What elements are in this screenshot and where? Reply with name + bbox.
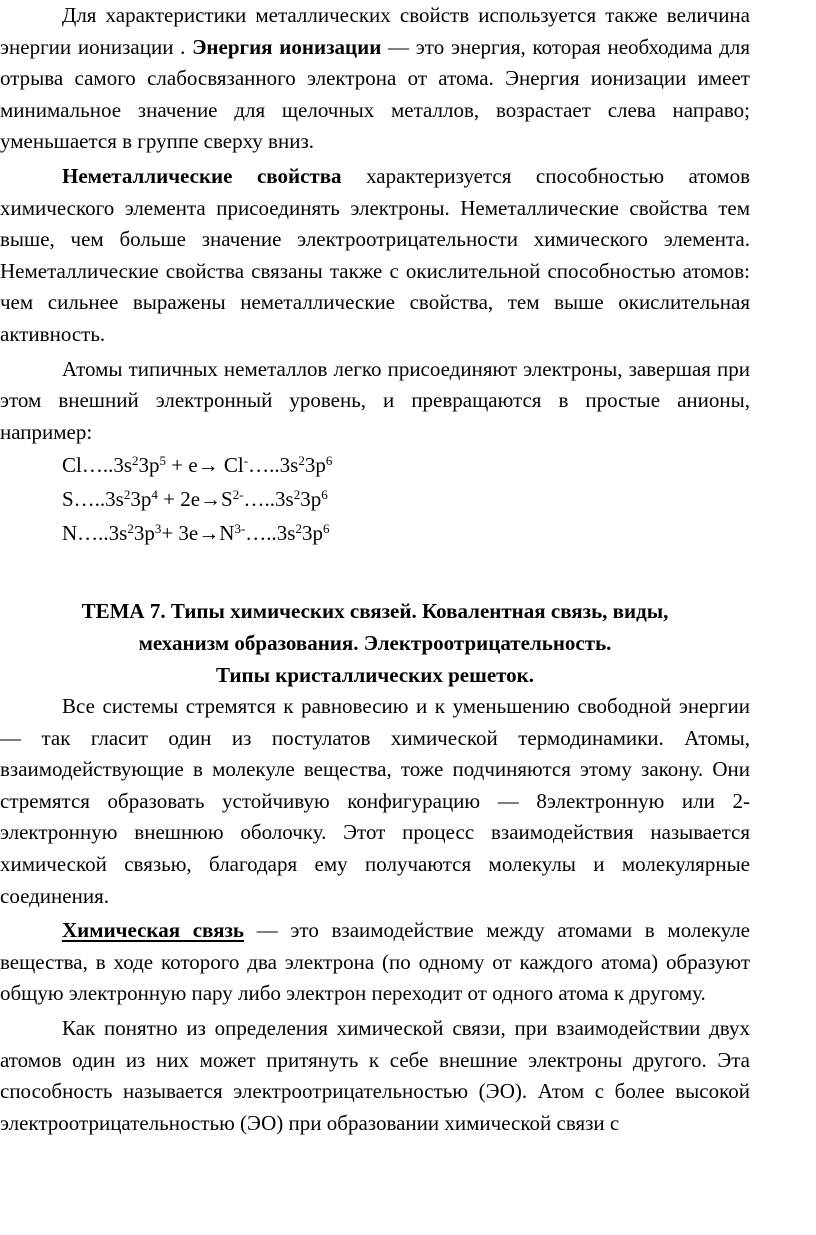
- formula-superscript: 3-: [234, 521, 246, 537]
- formula-part: …..3s: [248, 453, 299, 478]
- formula-superscript: 5: [159, 453, 167, 469]
- formula-part: 3p: [133, 521, 155, 546]
- topic-heading-line-3: Типы кристаллических решеток.: [215, 662, 535, 687]
- formula-part: …..3s: [243, 487, 294, 512]
- paragraph-text: Как понятно из определения химической связи, при взаимодействии двух атомов один из них может притянуть к себе внешние электроны другого. Эта способность называется электроотрицательностью (ЭО). Атом с более высокой электроотрицательностью (ЭО) при образовании химической связи с: [0, 1016, 750, 1135]
- paragraph-electronegativity: [0, 1013, 750, 1139]
- formula-superscript: 2-: [232, 487, 244, 503]
- paragraph-chemical-bond: [0, 915, 750, 1010]
- formula-superscript: 2: [295, 521, 302, 537]
- paragraph-ionization-energy: [0, 0, 750, 158]
- paragraph-equilibrium: [0, 691, 750, 912]
- formula-part: 3p: [300, 487, 322, 512]
- paragraph-text: характеризуется способностью атомов химического элемента присоединять электроны. Неметаллические свойства тем выше, чем больше значение электроотрицательности химического элемента. Неметаллические свойства связаны также с окислительной способностью атомов: чем сильнее выражены неметаллические свойства, тем выше окислительная активность.: [0, 163, 750, 346]
- formula-superscript: -: [243, 453, 249, 469]
- formula-superscript: 2: [293, 487, 301, 503]
- formula-part: 3p: [304, 453, 326, 478]
- formula-part: 3p: [130, 487, 152, 512]
- formula-superscript: 3: [154, 521, 162, 537]
- formula-superscript: 6: [321, 487, 328, 503]
- formula-part: S…..3s: [62, 487, 124, 512]
- formula-part: 3p: [138, 453, 160, 478]
- formula-sulfur: [0, 482, 750, 516]
- formula-superscript: 2: [123, 487, 131, 503]
- formula-part: + e→ Cl: [166, 453, 244, 478]
- formula-chlorine: [0, 448, 750, 482]
- topic-heading-line-2: механизм образования. Электроотрицательность.: [138, 630, 612, 655]
- formula-part: N…..3s: [62, 521, 128, 546]
- paragraph-text: Все системы стремятся к равновесию и к уменьшению свободной энергии — так гласит один из постулатов химической термодинамики. Атомы, взаимодействующие в молекуле вещества, тоже подчиняются этому закону. Они стремятся образовать устойчивую конфигурацию — 8электронную или 2-электронную внешнюю оболочку. Этот процесс взаимодействия называется химической связью, благодаря ему получаются молекулы и молекулярные соединения.: [0, 694, 750, 908]
- term-chemical-bond: Химическая связь: [62, 918, 245, 943]
- formula-part: 3p: [301, 521, 323, 546]
- formula-superscript: 2: [132, 453, 139, 469]
- paragraph-text: Для характеристики металлических свойств используется также величина энергии ионизации .: [0, 3, 750, 59]
- formula-superscript: 2: [127, 521, 134, 537]
- formula-part: Cl…..3s: [62, 453, 133, 478]
- paragraph-anions: [0, 354, 750, 449]
- formula-nitrogen: [0, 516, 750, 550]
- paragraph-text: — это взаимодействие между атомами в молекуле вещества, в ходе которого два электрона (по одному от каждого атома) образуют общую электронную пару либо электрон переходит от одного атома к другому.: [0, 918, 750, 1006]
- paragraph-nonmetallic-properties: [0, 161, 750, 351]
- term-ionization-energy: Энергия ионизации: [192, 34, 382, 59]
- formula-superscript: 6: [325, 453, 333, 469]
- formula-superscript: 6: [322, 521, 330, 537]
- paragraph-text: Атомы типичных неметаллов легко присоединяют электроны, завершая при этом внешний электронный уровень, и превращаются в простые анионы, например:: [0, 356, 750, 444]
- topic-heading-line-1: ТЕМА 7. Типы химических связей. Ковалентная связь, виды,: [81, 599, 669, 624]
- formula-part: + 3e→N: [161, 521, 235, 546]
- formula-part: + 2e→S: [157, 487, 233, 512]
- formula-superscript: 2: [298, 453, 305, 469]
- formula-part: …..3s: [245, 521, 296, 546]
- section-spacer: [0, 550, 750, 596]
- paragraph-text: — это энергия, которая необходима для отрыва самого слабосвязанного электрона от атома. Энергия ионизации имеет минимальное значение для щелочных металлов, возрастает слева направо; уменьшается в группе сверху вниз.: [0, 34, 750, 154]
- formula-superscript: 4: [151, 487, 158, 503]
- term-nonmetallic-properties: Неметаллические свойства: [62, 163, 342, 188]
